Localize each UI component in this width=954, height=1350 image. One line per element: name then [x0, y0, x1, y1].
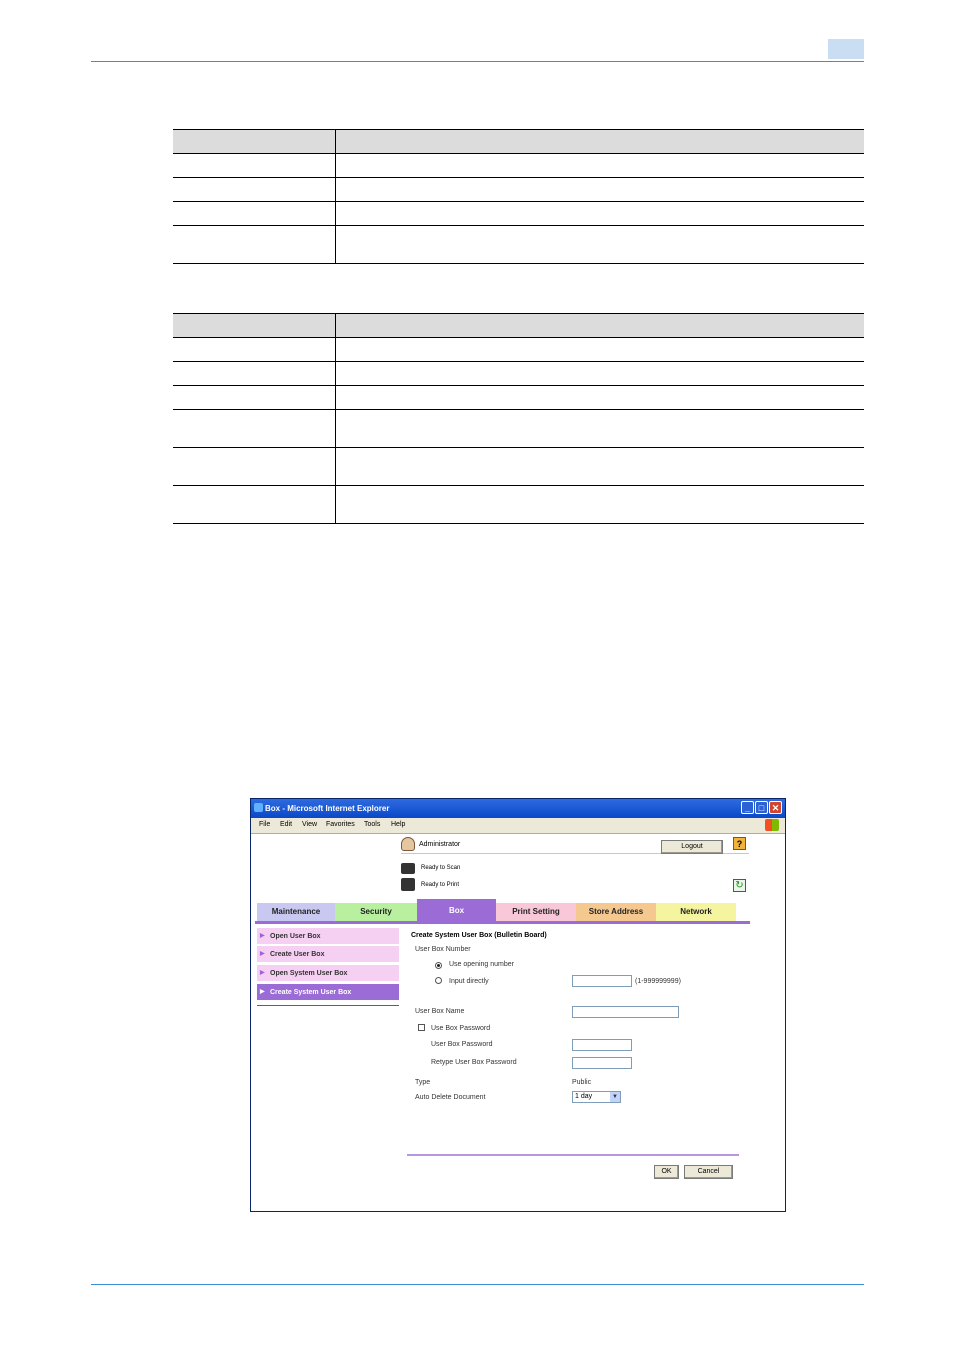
tab-maintenance[interactable]: Maintenance	[257, 903, 335, 921]
tab-underline	[255, 921, 750, 924]
administrator-icon	[401, 837, 415, 851]
minimize-icon[interactable]: _	[741, 801, 754, 814]
box-number-input[interactable]	[572, 975, 632, 987]
page-content	[255, 834, 781, 1209]
sidebar-item-label: Open System User Box	[270, 970, 348, 977]
maximize-icon[interactable]: □	[755, 801, 768, 814]
refresh-icon[interactable]: ↻	[733, 879, 746, 892]
menu-tools[interactable]: Tools	[364, 821, 381, 828]
arrow-icon: ▶	[260, 970, 265, 976]
sidebar-item-create-user-box[interactable]	[257, 946, 399, 963]
ok-button[interactable]: OK	[654, 1165, 679, 1179]
box-name-label: User Box Name	[415, 1008, 465, 1015]
tab-security[interactable]: Security	[335, 903, 417, 921]
printer-icon	[401, 878, 415, 891]
sidebar-item-open-system-user-box[interactable]	[257, 965, 399, 982]
scanner-icon	[401, 863, 415, 874]
menu-bar	[251, 818, 785, 834]
window-title: Box - Microsoft Internet Explorer	[265, 804, 390, 813]
sidebar-item-open-user-box[interactable]	[257, 928, 399, 945]
logout-button[interactable]: Logout	[661, 840, 723, 854]
scan-status: Ready to Scan	[421, 865, 461, 871]
header-rule	[91, 61, 864, 62]
help-icon[interactable]: ?	[733, 837, 746, 850]
auto-delete-value: 1 day	[575, 1093, 593, 1100]
use-opening-number-radio[interactable]	[435, 962, 442, 969]
document-table-2	[173, 313, 864, 524]
chevron-down-icon: ▼	[610, 1092, 620, 1102]
title-bar	[251, 799, 785, 818]
menu-file[interactable]: File	[259, 821, 271, 828]
close-icon[interactable]: ✕	[769, 801, 782, 814]
user-name: Administrator	[419, 841, 461, 848]
menu-favorites[interactable]: Favorites	[326, 821, 355, 828]
menu-help[interactable]: Help	[391, 821, 406, 828]
menu-edit[interactable]: Edit	[280, 821, 293, 828]
document-table-1	[173, 129, 864, 264]
arrow-icon: ▶	[260, 951, 265, 957]
sidebar-item-label: Create User Box	[270, 951, 325, 958]
auto-delete-label: Auto Delete Document	[415, 1094, 486, 1101]
box-number-label: User Box Number	[415, 946, 471, 953]
tab-box[interactable]: Box	[417, 899, 496, 921]
sidebar-item-label: Create System User Box	[270, 989, 352, 996]
form-divider	[407, 1154, 739, 1156]
print-status: Ready to Print	[421, 882, 460, 888]
password-label: User Box Password	[431, 1041, 493, 1048]
sidebar-divider	[257, 1005, 399, 1006]
arrow-icon: ▶	[260, 989, 265, 995]
tab-print-setting[interactable]: Print Setting	[496, 903, 576, 921]
type-value: Public	[572, 1079, 592, 1086]
menu-view[interactable]: View	[302, 821, 318, 828]
cancel-button[interactable]: Cancel	[684, 1165, 733, 1179]
password-input[interactable]	[572, 1039, 632, 1051]
tab-store-address[interactable]: Store Address	[576, 903, 656, 921]
sidebar-item-create-system-user-box[interactable]	[257, 984, 399, 1001]
box-name-input[interactable]	[572, 1006, 679, 1018]
form-title: Create System User Box (Bulletin Board)	[411, 932, 547, 939]
type-label: Type	[415, 1079, 431, 1086]
tab-network[interactable]: Network	[656, 903, 736, 921]
windows-logo-icon	[765, 819, 779, 831]
use-password-checkbox[interactable]	[418, 1024, 425, 1031]
footer-rule	[91, 1284, 864, 1285]
page-corner-tab	[828, 39, 864, 59]
use-opening-number-label: Use opening number	[449, 961, 514, 968]
browser-window	[250, 798, 786, 1212]
ie-icon	[254, 803, 263, 812]
number-range-hint: (1-999999999)	[635, 978, 681, 985]
retype-password-label: Retype User Box Password	[431, 1059, 517, 1066]
use-password-label: Use Box Password	[431, 1025, 491, 1032]
retype-password-input[interactable]	[572, 1057, 632, 1069]
sidebar-item-label: Open User Box	[270, 933, 321, 940]
arrow-icon: ▶	[260, 933, 265, 939]
input-directly-label: Input directly	[449, 978, 489, 985]
auto-delete-select[interactable]	[572, 1091, 621, 1103]
input-directly-radio[interactable]	[435, 977, 442, 984]
